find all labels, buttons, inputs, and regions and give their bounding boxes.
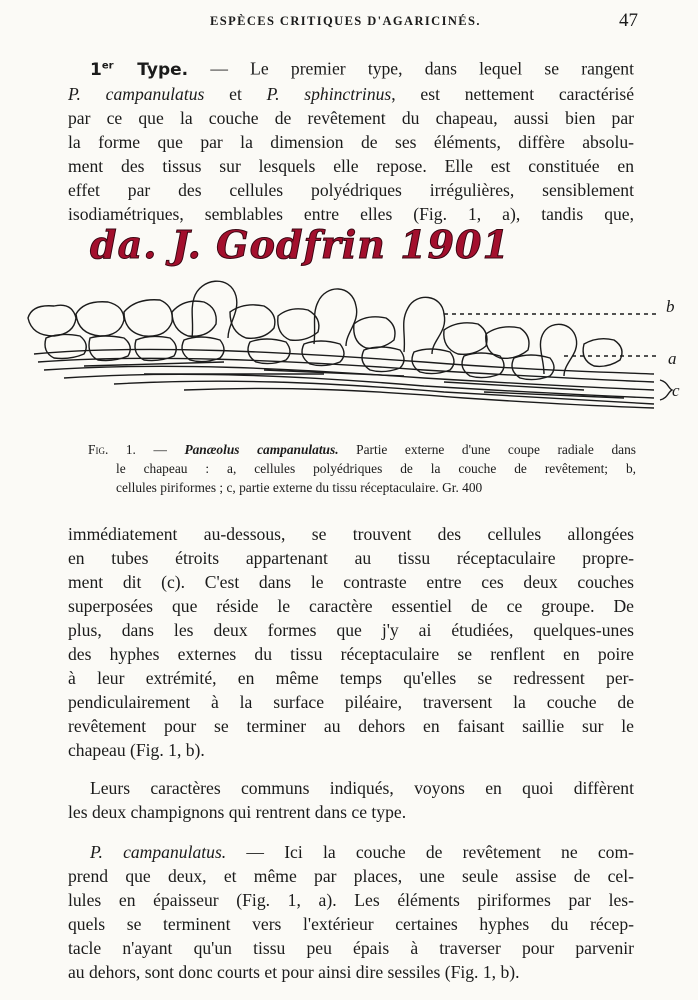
- text-line: ment dit (c). C'est dans le contraste entre ces deux couches: [68, 572, 634, 592]
- text-line: des hyphes externes du tissu réceptaculaire se renflent en poire: [68, 644, 634, 664]
- figure-cell-section-illustration: [24, 262, 684, 422]
- figure-label-b: b: [666, 297, 675, 316]
- text-line: plus, dans les deux formes que j'y ai étudiées, quelques-unes: [68, 620, 634, 640]
- text-line: effet par des cellules polyédriques irrégulières, sensiblement: [68, 179, 634, 200]
- caption-line: cellules piriformes ; c, partie externe du tissu réceptaculaire. Gr. 400: [116, 480, 483, 495]
- paragraph-type-1: [68, 54, 634, 226]
- text-line: en tubes étroits appartenant au tissu réceptaculaire propre-: [68, 548, 634, 568]
- type-heading: 1er Type.: [90, 59, 189, 80]
- text-line: au dehors, sont donc courts et pour ainsi dire sessiles (Fig. 1, b).: [68, 962, 520, 982]
- text-line: immédiatement au-dessous, se trouvent des cellules allongées: [68, 524, 634, 544]
- text-line: isodiamétriques, semblables entre elles (Fig. 1, a), tandis que,: [68, 203, 634, 224]
- figure-caption: [88, 440, 636, 497]
- figure-label-a: a: [668, 349, 677, 368]
- text-line: par ce que la couche de revêtement du chapeau, aussi bien par: [68, 107, 634, 128]
- text-line: P. campanulatus. — Ici la couche de revêtement ne com-: [90, 842, 634, 862]
- text-line: lules en épaisseur (Fig. 1, a). Les éléments piriformes par les-: [68, 890, 634, 910]
- text-line: à leur extrémité, en même temps qu'elles se redressent per-: [68, 668, 634, 688]
- figure-label-c: c: [672, 381, 680, 400]
- paragraph-continuation: [68, 522, 634, 762]
- text-line: ment des tissus sur lesquels elle repose. Elle est constituée en: [68, 155, 634, 176]
- caption-line: Fig. 1. — Panæolus campanulatus. Partie externe d'une coupe radiale dans: [88, 442, 636, 457]
- text-line: 1er Type. — Le premier type, dans lequel se rangent: [90, 58, 634, 80]
- text-line: quels se terminent vers l'extérieur certaines hyphes du récep-: [68, 914, 634, 934]
- text-line: P. campanulatus et P. sphinctrinus, est nettement caractérisé: [68, 83, 635, 104]
- text-line: la forme que par la dimension de ses éléments, diffère absolu-: [68, 131, 634, 152]
- watermark-signature: da. J. Godfrin 1901: [90, 222, 510, 267]
- text-line: revêtement pour se terminer au dehors en faisant saillie sur le: [68, 716, 634, 736]
- text-line: Leurs caractères communs indiqués, voyons en quoi diffèrent: [90, 778, 634, 798]
- running-title: ESPÈCES CRITIQUES D'AGARICINÉS.: [210, 14, 481, 28]
- paragraph-p-campanulatus: [68, 840, 634, 984]
- text-line: chapeau (Fig. 1, b).: [68, 740, 205, 760]
- species-lead: P. campanulatus.: [90, 842, 227, 862]
- page-number: 47: [619, 10, 638, 31]
- paragraph-common-characters: [68, 776, 634, 824]
- text-line: superposées que réside le caractère essentiel de ce groupe. De: [68, 596, 634, 616]
- text-line: prend que deux, et même par places, une seule assise de cel-: [68, 866, 634, 886]
- text-line: pendiculairement à la surface piléaire, traversent la couche de: [68, 692, 634, 712]
- text-line: les deux champignons qui rentrent dans ce type.: [68, 802, 407, 822]
- caption-line: le chapeau : a, cellules polyédriques de la couche de revêtement; b,: [116, 461, 636, 476]
- text-line: tacle n'ayant qu'un tissu peu épais à traverser pour parvenir: [68, 938, 634, 958]
